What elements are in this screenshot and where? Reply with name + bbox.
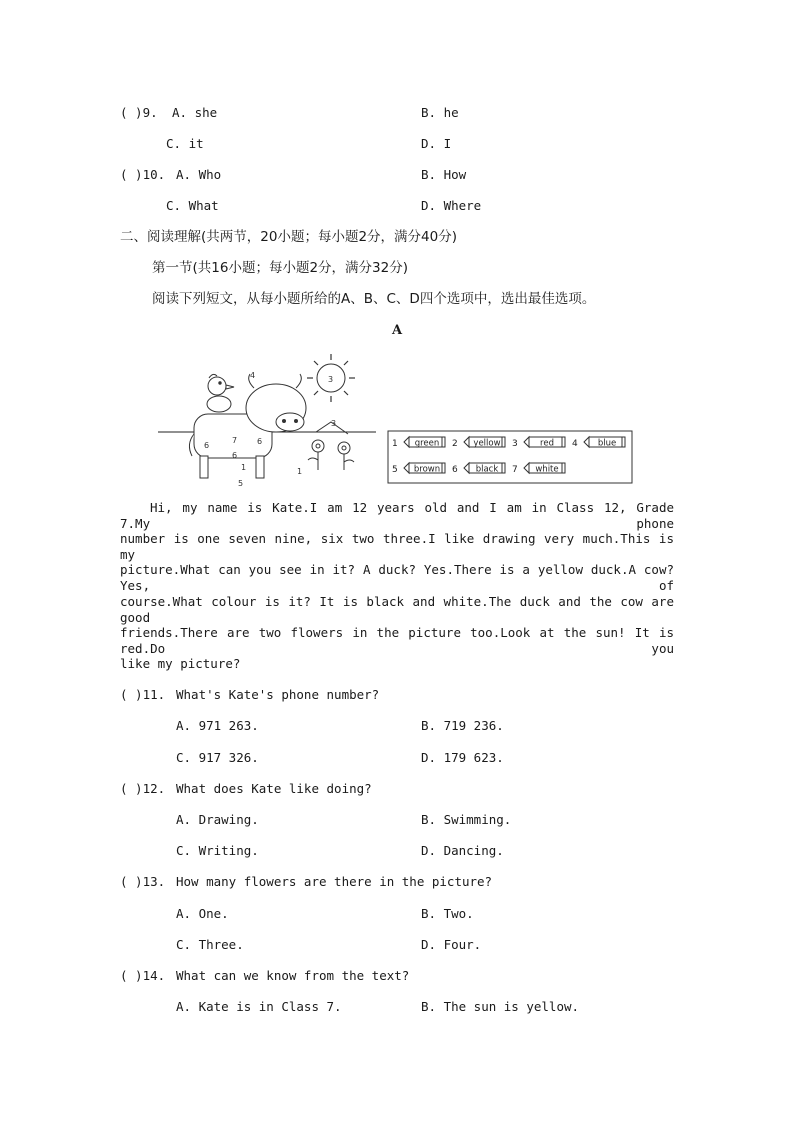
question-11-option-a: A. 971 263. — [176, 718, 259, 733]
crayon-label: blue — [597, 438, 617, 449]
crayon-yellow — [452, 437, 505, 449]
question-11-stem: What's Kate's phone number? — [176, 687, 380, 702]
question-14-option-a: A. Kate is in Class 7. — [176, 999, 342, 1014]
flower-icon — [308, 422, 354, 470]
question-13-option-a: A. One. — [176, 906, 229, 921]
question-9-option-c: C. it — [166, 136, 204, 151]
crayon-tip — [404, 437, 409, 447]
question-10-option-a: A. Who — [176, 167, 222, 182]
question-10-option-b: B. How — [421, 167, 467, 182]
passage-line-5: friends.There are two flowers in the picture too.Look at the sun! It is red.Do you — [120, 625, 674, 656]
crayon-number: 4 — [572, 439, 578, 449]
crayon-tip — [584, 437, 589, 447]
question-14-number: ( )14. — [120, 968, 166, 983]
paint-number-flower: 3 — [331, 419, 337, 428]
paint-number-duck: 4 — [250, 371, 256, 380]
question-9-option-d: D. I — [421, 136, 452, 151]
kate-picture-illustration — [156, 348, 636, 488]
paint-number-spot-4: 6 — [232, 451, 238, 460]
question-12-option-b: B. Swimming. — [421, 812, 512, 827]
cow-icon — [189, 374, 306, 478]
crayon-tip — [464, 463, 469, 473]
question-10-option-c: C. What — [166, 198, 219, 213]
crayon-number: 2 — [452, 439, 458, 449]
crayon-label: green — [414, 438, 440, 449]
question-10-number: ( )10. — [120, 167, 166, 182]
question-12-option-c: C. Writing. — [176, 843, 259, 858]
question-9-number: ( )9. — [120, 105, 158, 120]
question-13-number: ( )13. — [120, 874, 166, 889]
crayon-green — [392, 437, 445, 449]
question-12-option-a: A. Drawing. — [176, 812, 259, 827]
paint-number-spot-1: 6 — [204, 441, 210, 450]
crayon-label: yellow — [473, 438, 501, 449]
paint-number-body: 1 — [241, 463, 247, 472]
crayon-number: 6 — [452, 465, 458, 475]
passage-title: A — [392, 323, 403, 338]
paint-number-spot-2: 7 — [232, 436, 238, 445]
question-10-option-d: D. Where — [421, 198, 482, 213]
question-9-option-a: A. she — [172, 105, 218, 120]
crayon-number: 5 — [392, 465, 398, 475]
question-12-option-d: D. Dancing. — [421, 843, 504, 858]
question-14-option-b: B. The sun is yellow. — [421, 999, 580, 1014]
crayon-number: 1 — [392, 439, 398, 449]
question-11-option-d: D. 179 623. — [421, 750, 504, 765]
crayon-label: black — [475, 464, 499, 475]
question-12-number: ( )12. — [120, 781, 166, 796]
question-13-option-c: C. Three. — [176, 937, 244, 952]
crayon-black — [452, 463, 505, 475]
crayon-label: red — [540, 438, 554, 449]
crayon-tip — [464, 437, 469, 447]
crayon-number: 7 — [512, 465, 518, 475]
crayon-number: 3 — [512, 439, 518, 449]
question-11-option-c: C. 917 326. — [176, 750, 259, 765]
crayon-label: white — [535, 464, 559, 475]
question-9-option-b: B. he — [421, 105, 459, 120]
crayon-label: brown — [413, 464, 441, 475]
passage-line-2: number is one seven nine, six two three.I like drawing very much.This is my — [120, 531, 674, 562]
crayon-blue — [572, 437, 625, 449]
part-heading: 第一节(共16小题；每小题2分，满分32分) — [152, 260, 408, 276]
paint-number-ground: 5 — [238, 479, 244, 488]
paint-number-sun: 3 — [328, 375, 334, 384]
paint-number-grass: 1 — [297, 467, 303, 476]
passage-line-3: picture.What can you see in it? A duck? Yes.There is a yellow duck.A cow? Yes, of — [120, 562, 674, 593]
crayon-white — [512, 463, 565, 475]
section-heading: 二、阅读理解(共两节，20小题；每小题2分，满分40分) — [120, 229, 457, 245]
question-11-option-b: B. 719 236. — [421, 718, 504, 733]
crayon-tip — [404, 463, 409, 473]
question-13-option-b: B. Two. — [421, 906, 474, 921]
passage-line-4: course.What colour is it? It is black and white.The duck and the cow are good — [120, 594, 674, 625]
question-11-number: ( )11. — [120, 687, 166, 702]
question-12-stem: What does Kate like doing? — [176, 781, 372, 796]
crayon-tip — [524, 463, 529, 473]
crayon-red — [512, 437, 565, 449]
passage-line-1: Hi, my name is Kate.I am 12 years old and I am in Class 12, Grade 7.My phone — [120, 500, 674, 531]
instruction-text: 阅读下列短文，从每小题所给的A、B、C、D四个选项中，选出最佳选项。 — [152, 291, 596, 307]
question-14-stem: What can we know from the text? — [176, 968, 410, 983]
passage-line-6: like my picture? — [120, 656, 241, 671]
crayon-brown — [392, 463, 445, 475]
question-13-option-d: D. Four. — [421, 937, 482, 952]
duck-icon — [207, 374, 234, 412]
crayon-tip — [524, 437, 529, 447]
question-13-stem: How many flowers are there in the picture? — [176, 874, 493, 889]
paint-number-spot-3: 6 — [257, 437, 263, 446]
